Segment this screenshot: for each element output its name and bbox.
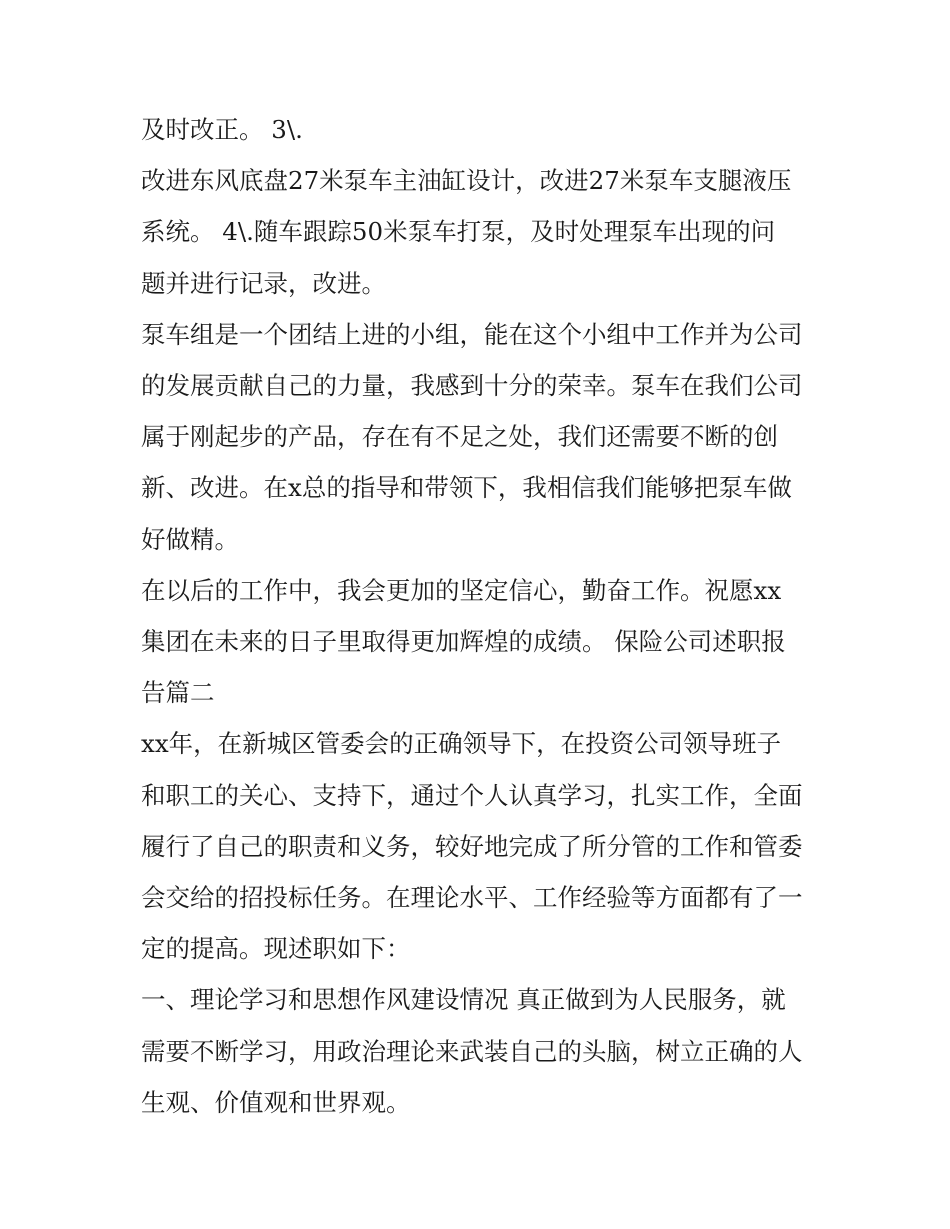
text-line: 题并进行记录，改进。 xyxy=(141,268,386,298)
text-line: 属于刚起步的产品，存在有不足之处，我们还需要不断的创 xyxy=(141,422,778,452)
text-line: 在以后的工作中，我会更加的坚定信心，勤奋工作。祝愿xx xyxy=(141,575,782,605)
text-line: 定的提高。现述职如下： xyxy=(141,934,411,964)
text-line: 一、理论学习和思想作风建设情况 真正做到为人民服务，就 xyxy=(141,985,786,1015)
text-line: 集团在未来的日子里取得更加辉煌的成绩。 保险公司述职报 xyxy=(141,627,786,657)
text-line: 泵车组是一个团结上进的小组，能在这个小组中工作并为公司 xyxy=(141,319,803,349)
text-line: 新、改进。在x总的指导和带领下，我相信我们能够把泵车做 xyxy=(141,473,792,503)
text-line: 系统。 4\.随车跟踪50米泵车打泵，及时处理泵车出现的问 xyxy=(141,217,776,247)
text-line: 和职工的关心、支持下，通过个人认真学习，扎实工作，全面 xyxy=(141,780,803,810)
document-body xyxy=(141,104,821,1128)
text-line: xx年，在新城区管委会的正确领导下，在投资公司领导班子 xyxy=(141,729,782,759)
text-line: 好做精。 xyxy=(141,524,239,554)
text-line: 的发展贡献自己的力量，我感到十分的荣幸。泵车在我们公司 xyxy=(141,371,803,401)
text-line: 告篇二 xyxy=(141,678,215,708)
text-line: 改进东风底盘27米泵车主油缸设计，改进27米泵车支腿液压 xyxy=(141,166,792,196)
text-line: 生观、价值观和世界观。 xyxy=(141,1087,411,1117)
text-line: 履行了自己的职责和义务，较好地完成了所分管的工作和管委 xyxy=(141,831,803,861)
text-line: 会交给的招投标任务。在理论水平、工作经验等方面都有了一 xyxy=(141,883,803,913)
text-line: 需要不断学习，用政治理论来武装自己的头脑，树立正确的人 xyxy=(141,1036,803,1066)
text-line: 及时改正。 3\. xyxy=(141,115,303,144)
